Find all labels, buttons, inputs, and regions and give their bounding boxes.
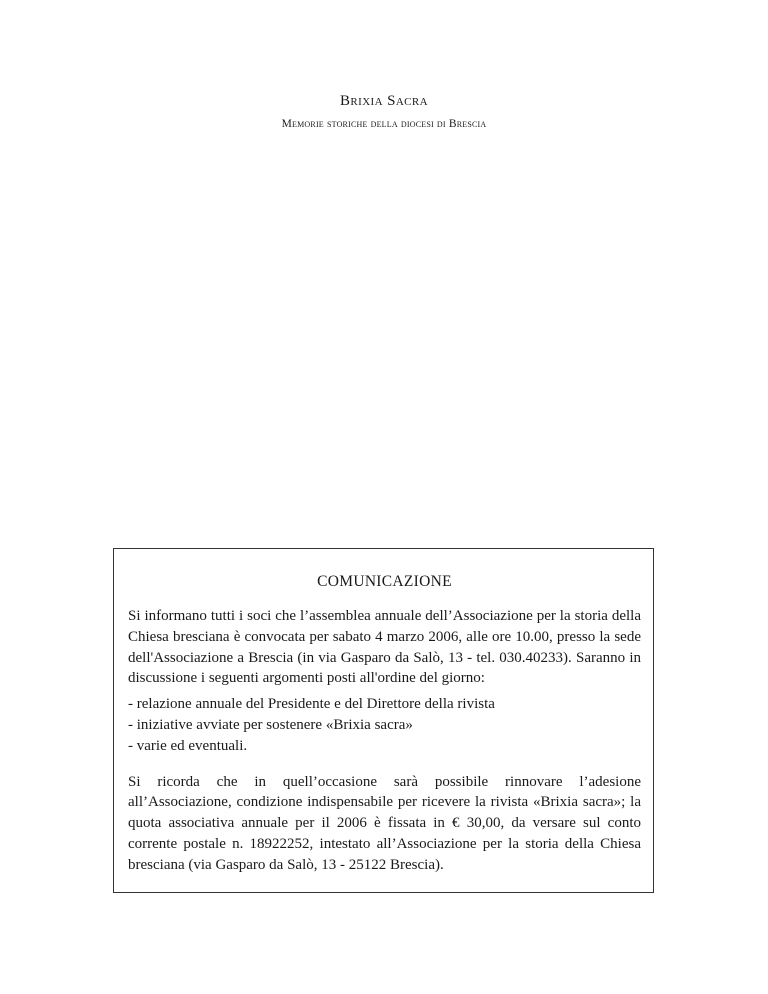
agenda-item: - relazione annuale del Presidente e del Direttore della rivista bbox=[128, 696, 495, 713]
agenda-item: - iniziative avviate per sostenere «Brixia sacra» bbox=[128, 716, 413, 733]
notice-box bbox=[113, 548, 654, 893]
journal-subtitle: Memorie storiche della diocesi di Brescia bbox=[281, 118, 487, 130]
agenda-list bbox=[128, 694, 641, 756]
notice-paragraph-membership: Si ricorda che in quell’occasione sarà possibile rinnovare l’adesione all’Associazione, condizione indispensabile per ricevere la rivista «Brixia sacra»; la quota associativa annuale per il 2006 è fissata in € 30,00, da versare sul conto corrente postale n. 18922252, intestato all’Associazione per la storia della Chiesa bresciana (via Gasparo da Salò, 13 - 25122 Brescia). bbox=[128, 773, 641, 873]
journal-title: Brixia Sacra bbox=[339, 93, 428, 109]
notice-paragraph-meeting: Si informano tutti i soci che l’assemblea annuale dell’Associazione per la storia della Chiesa bresciana è convocata per sabato 4 marzo 2006, alle ore 10.00, presso la sede dell'Associazione a Brescia (in via Gasparo da Salò, 13 - tel. 030.40233). Saranno in discussione i seguenti argomenti posti all'ordine del giorno: bbox=[128, 608, 641, 687]
notice-heading: COMUNICAZIONE bbox=[317, 573, 452, 590]
agenda-item: - varie ed eventuali. bbox=[128, 737, 248, 754]
